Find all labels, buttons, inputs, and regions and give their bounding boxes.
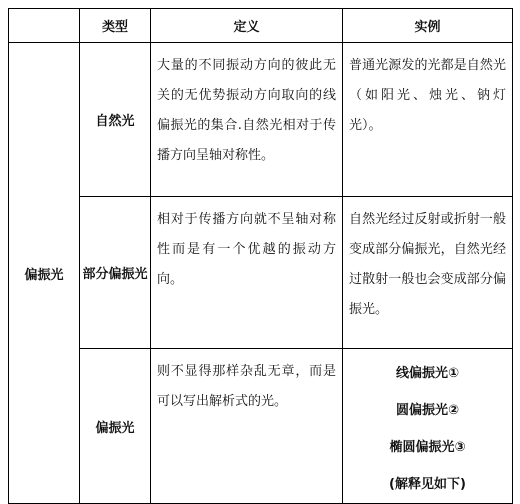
definition-partial-polarized: 相对于传播方向就不呈轴对称性而是有一个优越的振动方向。 bbox=[151, 197, 343, 349]
table-row bbox=[9, 349, 513, 504]
example-item-elliptical: 椭圆偏振光③ bbox=[389, 440, 466, 455]
header-definition: 定义 bbox=[151, 9, 343, 43]
corner-cell bbox=[9, 9, 80, 43]
definition-natural-light: 大量的不同振动方向的彼此无关的无优势振动方向取向的线偏振光的集合.自然光相对于传播方向呈轴对称性。 bbox=[151, 43, 343, 197]
type-partial-polarized: 部分偏振光 bbox=[80, 197, 151, 349]
polarization-table bbox=[8, 8, 513, 504]
example-item-linear: 线偏振光① bbox=[395, 366, 459, 381]
example-item-circular: 圆偏振光② bbox=[395, 403, 459, 418]
header-type: 类型 bbox=[80, 9, 151, 43]
example-item-note: (解释见如下) bbox=[389, 477, 466, 492]
header-example: 实例 bbox=[343, 9, 513, 43]
table-row bbox=[9, 43, 513, 197]
table-row bbox=[9, 197, 513, 349]
example-polarized bbox=[343, 349, 513, 504]
type-natural-light: 自然光 bbox=[80, 43, 151, 197]
example-natural-light: 普通光源发的光都是自然光（如阳光、烛光、钠灯光）。 bbox=[343, 43, 513, 197]
definition-polarized: 则不显得那样杂乱无章，而是可以写出解析式的光。 bbox=[151, 349, 343, 504]
category-cell: 偏振光 bbox=[9, 43, 80, 504]
header-row bbox=[9, 9, 513, 43]
example-partial-polarized: 自然光经过反射或折射一般变成部分偏振光，自然光经过散射一般也会变成部分偏振光。 bbox=[343, 197, 513, 349]
type-polarized: 偏振光 bbox=[80, 349, 151, 504]
